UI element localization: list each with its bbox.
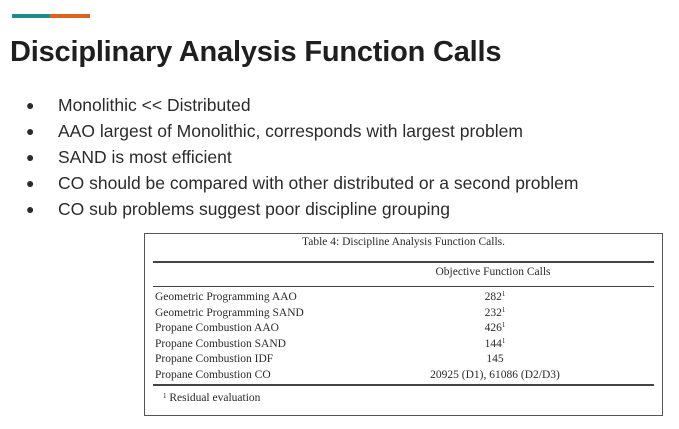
calls-cell [415,306,575,322]
bullet-text: CO sub problems suggest poor discipline grouping [58,198,451,219]
footnote-mark: 1 [163,392,167,400]
bullet-dot-icon: ● [26,123,35,139]
table-mid-rule [153,286,654,287]
bullet-text: Monolithic << Distributed [58,94,251,115]
bullet-text: AAO largest of Monolithic, corresponds with largest problem [58,120,523,141]
footnote-marker: 1 [501,321,506,329]
table-row [153,290,654,306]
bullet-list [26,92,578,222]
table-footnote [163,392,260,404]
bullet-dot-icon: ● [26,97,35,113]
bullet-dot-icon: ● [26,175,35,191]
footnote-marker: 1 [501,336,506,345]
table-body [153,290,654,383]
table-row [153,306,654,322]
calls-value: 426 [484,322,502,334]
table-row [153,352,654,368]
calls-value: 20925 (D1), 61086 (D2/D3) [430,368,560,381]
column-header: Objective Function Calls [435,266,551,278]
calls-value: 144 [484,337,502,350]
method-cell: Geometric Programming AAO [155,291,297,303]
table-caption: Table 4: Discipline Analysis Function Calls. [302,236,505,248]
bullet-item [26,196,578,222]
bullet-text: CO should be compared with other distributed or a second problem [58,172,579,193]
method-cell: Geometric Programming SAND [155,306,304,319]
footnote-marker: 1 [501,290,506,298]
table-bottom-rule [153,384,654,386]
calls-cell [415,321,575,337]
table-row [153,321,654,337]
table-top-rule [153,261,654,263]
bullet-text: SAND is most efficient [58,146,232,167]
calls-cell [415,337,575,353]
method-cell: Propane Combustion SAND [155,337,286,350]
bullet-dot-icon: ● [26,149,35,165]
method-cell: Propane Combustion CO [155,368,271,381]
bullet-item [26,92,578,118]
slide-title: Disciplinary Analysis Function Calls [10,36,502,68]
calls-cell [415,368,575,384]
method-cell: Propane Combustion IDF [155,353,274,365]
calls-value: 145 [486,353,504,365]
table-row [153,337,654,353]
calls-cell [415,290,575,306]
table-row [153,368,654,384]
footnote-marker: 1 [501,305,506,314]
title-accent-bar [12,14,90,18]
accent-teal-segment [12,14,50,18]
calls-cell [415,352,575,368]
bullet-item [26,170,578,196]
calls-value: 282 [484,291,502,303]
calls-value: 232 [484,306,502,319]
table-image [144,233,663,416]
bullet-item [26,144,578,170]
bullet-item [26,118,578,144]
accent-orange-segment [50,14,90,18]
bullet-dot-icon: ● [26,201,35,217]
method-cell: Propane Combustion AAO [155,322,279,334]
footnote-text: Residual evaluation [169,392,261,404]
